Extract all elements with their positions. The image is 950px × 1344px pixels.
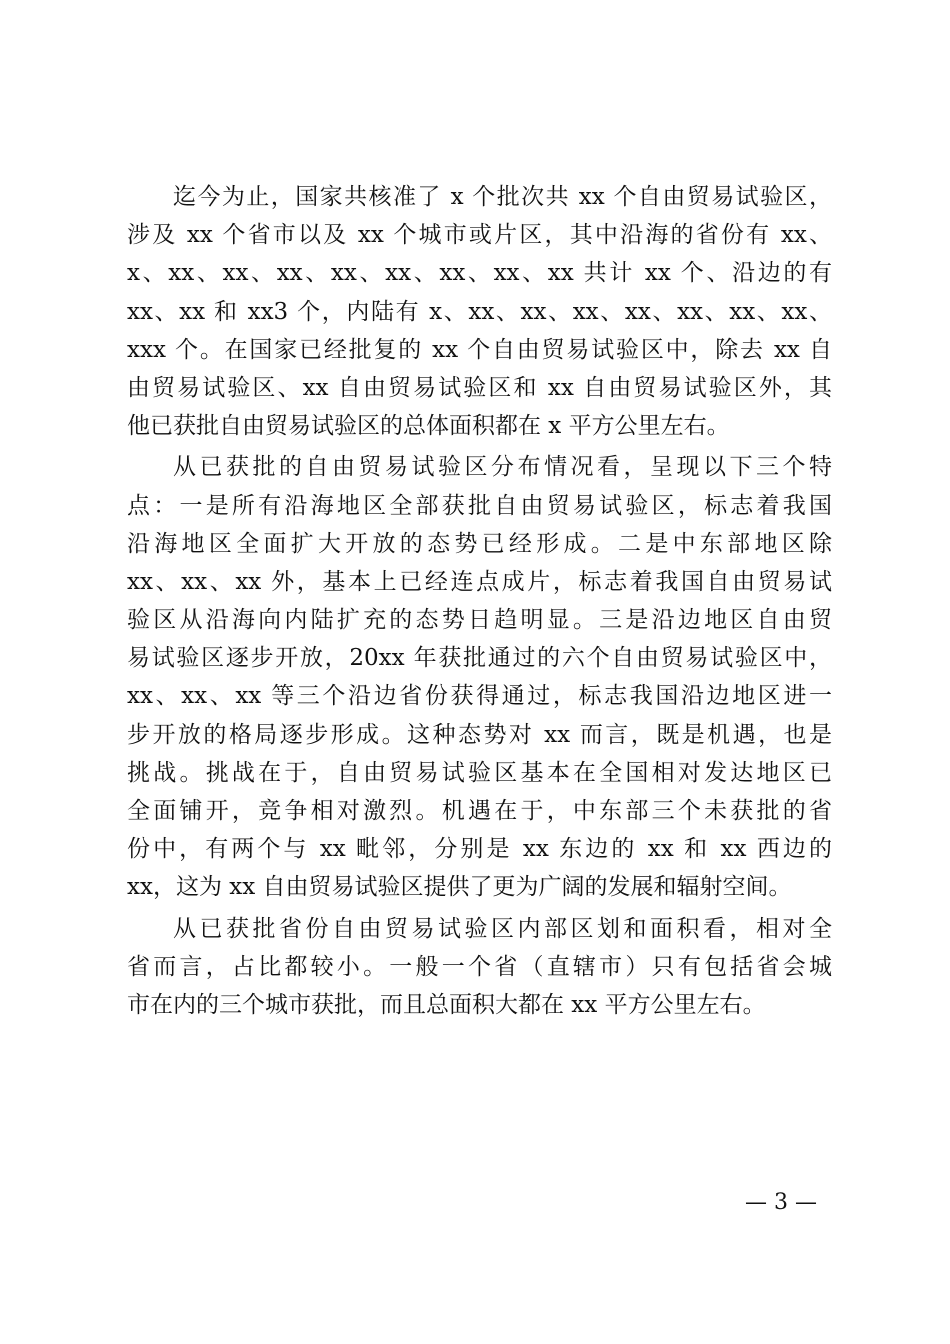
text-line: 从已获批省份自由贸易试验区内部区划和面积看，相对全	[173, 915, 832, 942]
text-line: xx、xx 和 xx3 个，内陆有 x、xx、xx、xx、xx、xx、xx、xx、	[127, 298, 832, 325]
text-line: 由贸易试验区、xx 自由贸易试验区和 xx 自由贸易试验区外，其	[127, 374, 832, 401]
text-line: 市在内的三个城市获批，而且总面积大都在 xx 平方公里左右。	[127, 991, 766, 1018]
text-line: x、xx、xx、xx、xx、xx、xx、xx、xx 共计 xx 个、沿边的有	[127, 260, 832, 287]
body-text	[127, 178, 832, 1027]
text-line: 验区从沿海向内陆扩充的态势日趋明显。三是沿边地区自由贸	[127, 607, 832, 634]
paragraph-2	[127, 448, 832, 906]
text-line: 易试验区逐步开放，20xx 年获批通过的六个自由贸易试验区中，	[127, 645, 832, 672]
text-line: 省而言，占比都较小。一般一个省（直辖市）只有包括省会城	[127, 953, 832, 980]
text-line: xxx 个。在国家已经批复的 xx 个自由贸易试验区中，除去 xx 自	[127, 336, 832, 363]
text-line: 他已获批自由贸易试验区的总体面积都在 x 平方公里左右。	[127, 413, 730, 440]
paragraph-3	[127, 910, 832, 1025]
text-line: 挑战。挑战在于，自由贸易试验区基本在全国相对发达地区已	[127, 759, 832, 786]
text-line: 全面铺开，竞争相对激烈。机遇在于，中东部三个未获批的省	[127, 798, 832, 824]
text-line: 点：一是所有沿海地区全部获批自由贸易试验区，标志着我国	[127, 492, 832, 519]
paragraph-1	[127, 178, 832, 445]
page-number: — 3 —	[745, 1190, 817, 1215]
text-line: 沿海地区全面扩大开放的态势已经形成。二是中东部地区除	[127, 530, 832, 557]
text-line: 迄今为止，国家共核准了 x 个批次共 xx 个自由贸易试验区，	[173, 184, 832, 210]
text-line: 步开放的格局逐步形成。这种态势对 xx 而言，既是机遇，也是	[127, 721, 832, 748]
text-line: xx，这为 xx 自由贸易试验区提供了更为广阔的发展和辐射空间。	[127, 874, 792, 901]
text-line: 份中，有两个与 xx 毗邻，分别是 xx 东边的 xx 和 xx 西边的	[127, 836, 832, 863]
text-line: xx、xx、xx 外，基本上已经连点成片，标志着我国自由贸易试	[127, 568, 832, 595]
text-line: 涉及 xx 个省市以及 xx 个城市或片区，其中沿海的省份有 xx、	[127, 222, 832, 249]
text-line: 从已获批的自由贸易试验区分布情况看，呈现以下三个特	[173, 454, 832, 481]
text-line: xx、xx、xx 等三个沿边省份获得通过，标志我国沿边地区进一	[127, 683, 832, 710]
